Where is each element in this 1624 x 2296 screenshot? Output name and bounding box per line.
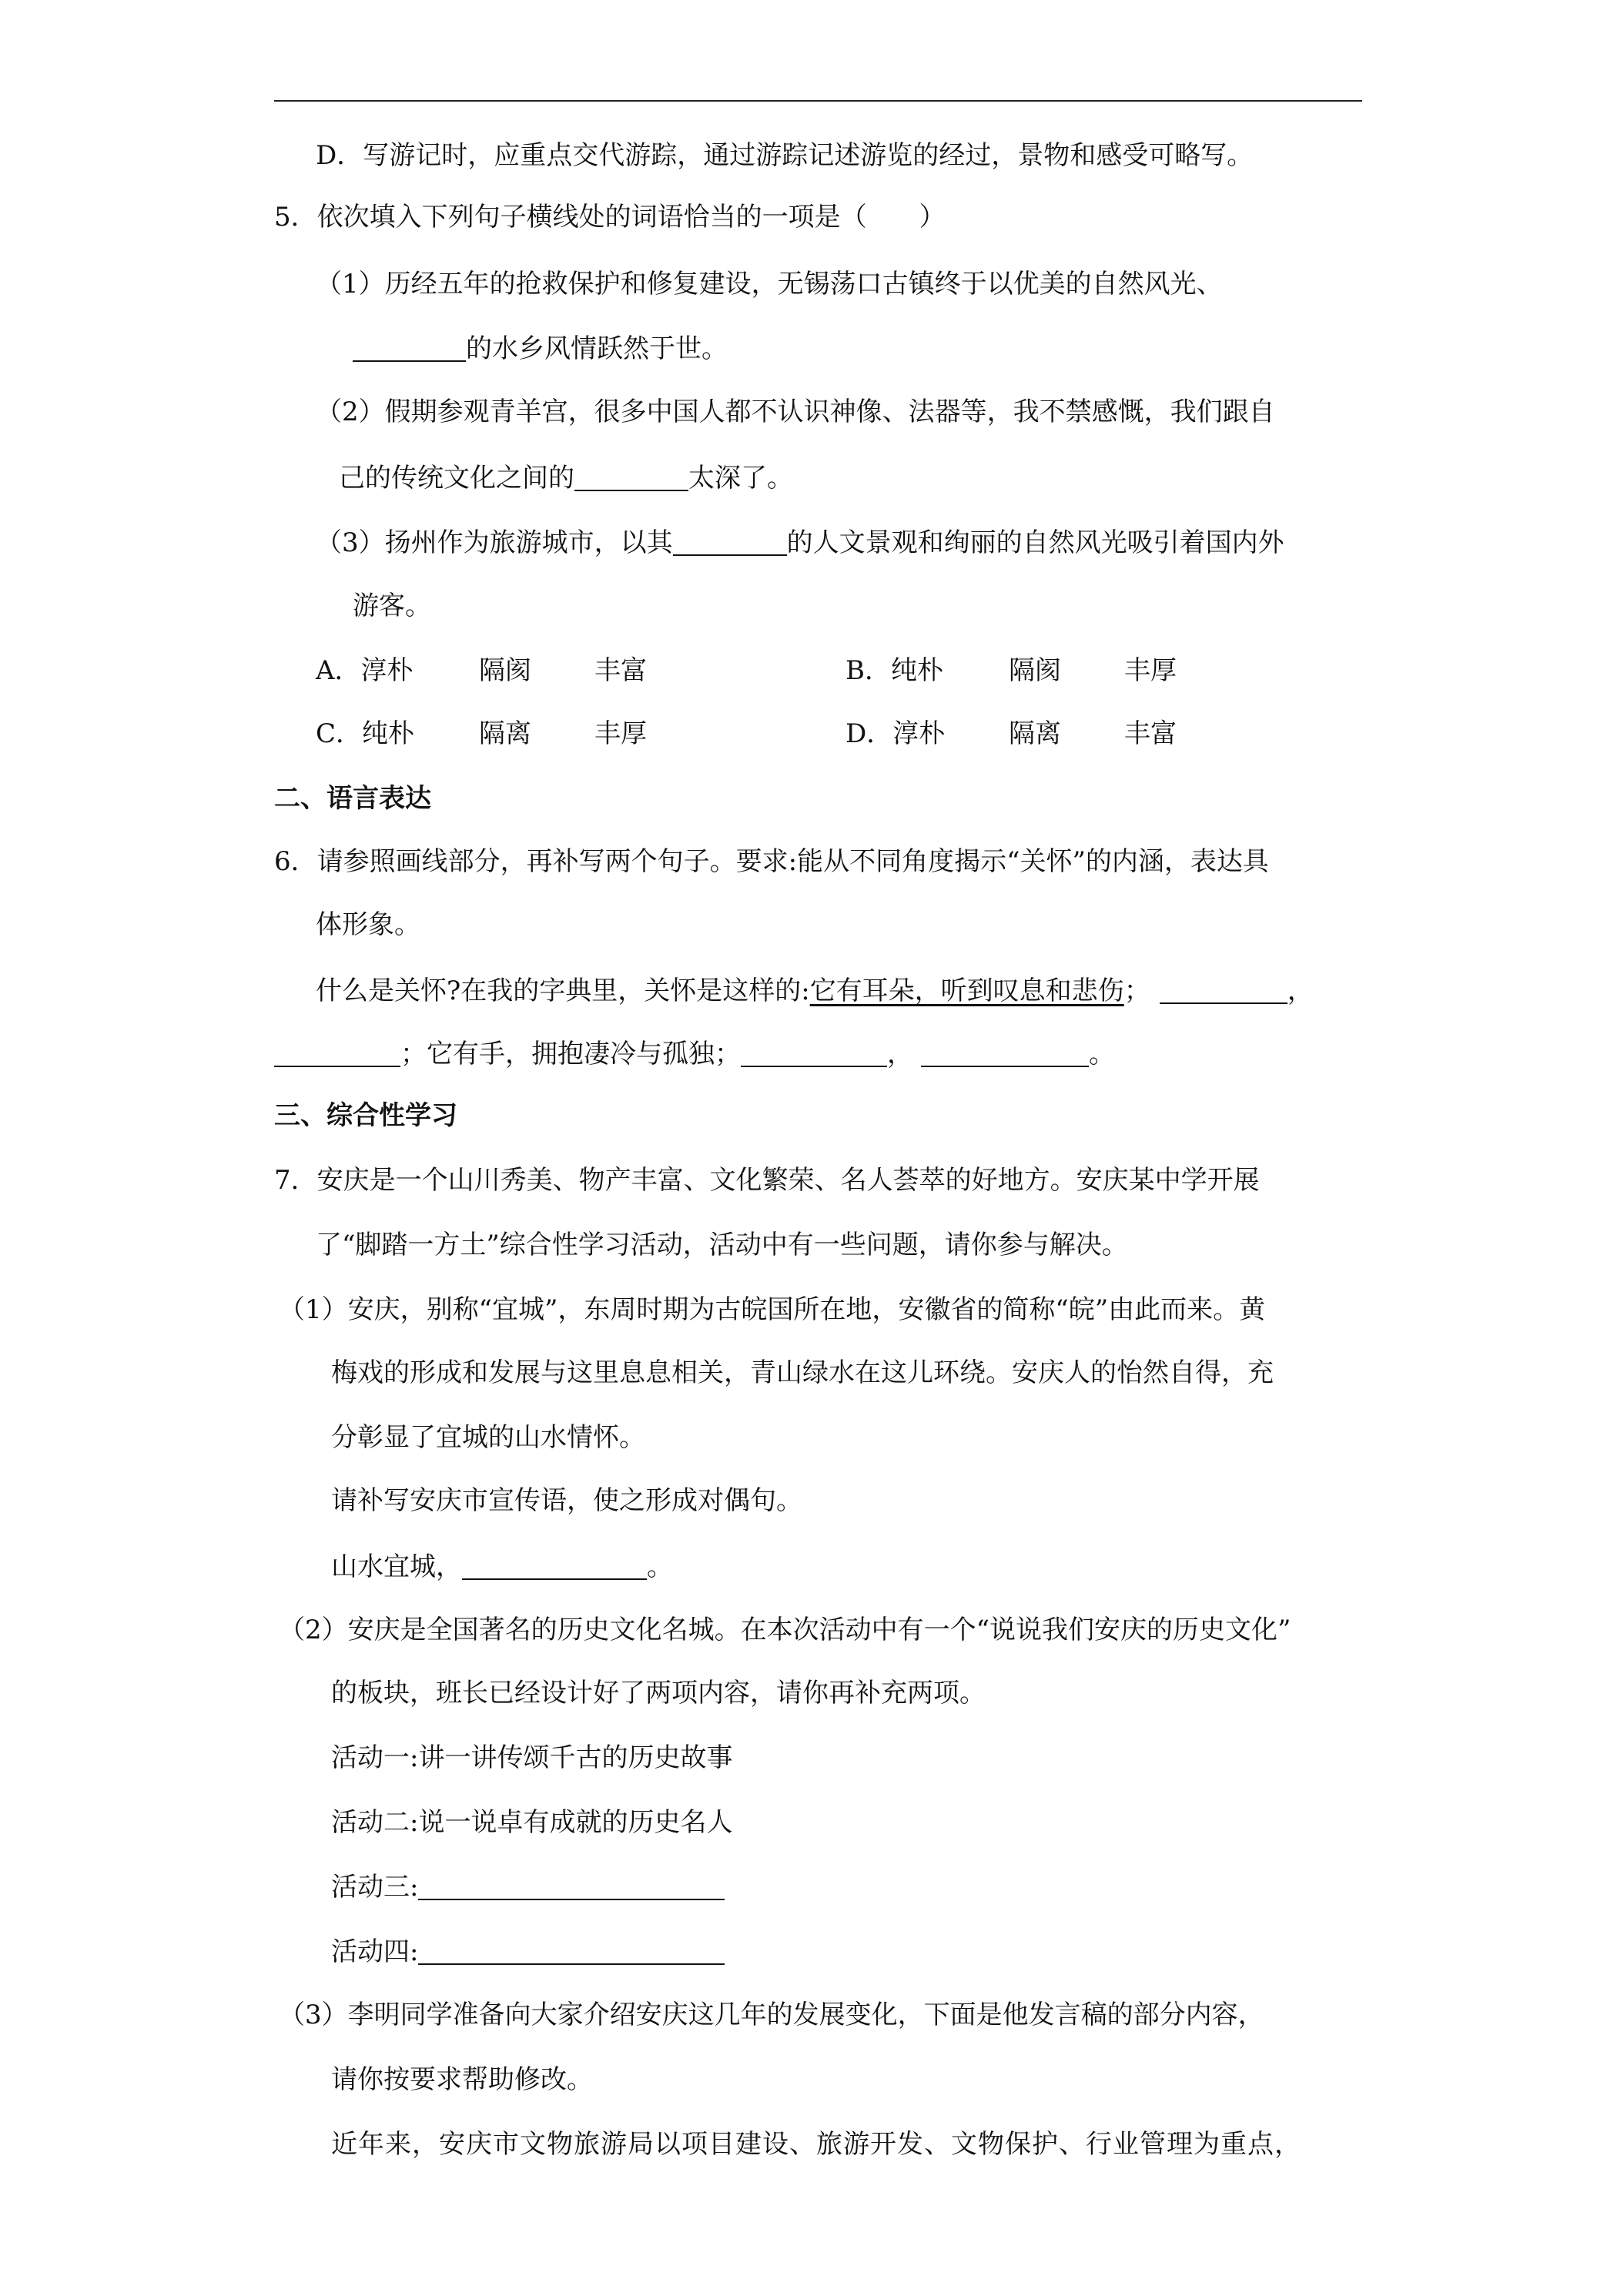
q5-stem: 5．依次填入下列句子横线处的词语恰当的一项是（ ） (274, 202, 946, 233)
q7-part-1-line-3: 分彰显了宜城的山水情怀。 (331, 1422, 645, 1453)
q7-part-1-answer: 山水宜城， 。 (331, 1551, 673, 1582)
q5-option-b[interactable]: B．纯朴 隔阂 丰厚 (845, 655, 1177, 686)
q5-option-c[interactable]: C．纯朴 隔离 丰厚 (316, 718, 647, 749)
section-heading-3: 三、综合性学习 (274, 1100, 457, 1131)
activity-2: 活动二:说一说卓有成就的历史名人 (331, 1807, 733, 1838)
q5-option-a[interactable]: A．淳朴 隔阂 丰富 (316, 655, 647, 686)
q4-option-d: D．写游记时，应重点交代游踪，通过游踪记述游览的经过，景物和感受可略写。 (316, 140, 1254, 171)
underlined-example: 它有耳朵，听到叹息和悲伤 (809, 976, 1124, 1006)
blank-q6-2[interactable] (274, 1039, 400, 1067)
q7-part-3-excerpt: 近年来，安庆市文物旅游局以项目建设、旅游开发、文物保护、行业管理为重点， (331, 2129, 1301, 2160)
blank-1[interactable] (353, 334, 466, 362)
blank-q7-1[interactable] (462, 1552, 647, 1580)
q5-sentence-2-cont: 己的传统文化之间的 太深了。 (339, 463, 793, 494)
activity-1: 活动一:讲一讲传颂千古的历史故事 (331, 1742, 733, 1773)
blank-activity-3[interactable] (418, 1873, 725, 1900)
q7-part-1-line-2: 梅戏的形成和发展与这里息息相关，青山绿水在这儿环绕。安庆人的怡然自得，充 (331, 1357, 1274, 1388)
blank-2[interactable] (574, 464, 688, 491)
q5-option-d[interactable]: D．淳朴 隔离 丰富 (845, 718, 1177, 749)
q7-part-1: （1）安庆，别称“宜城”，东周时期为古皖国所在地，安徽省的简称“皖”由此而来。黄 (279, 1294, 1266, 1325)
activity-3: 活动三: (331, 1873, 725, 1900)
q7-part-2-line-2: 的板块，班长已经设计好了两项内容，请你再补充两项。 (331, 1678, 986, 1709)
q5-sentence-1-cont: 的水乡风情跃然于世。 (353, 334, 728, 362)
q5-sentence-3-cont: 游客。 (353, 591, 431, 621)
q6-example: 什么是关怀?在我的字典里，关怀是这样的:它有耳朵，听到叹息和悲伤； ， (316, 976, 1314, 1006)
q7-part-3-line-2: 请你按要求帮助修改。 (331, 2064, 593, 2095)
q6-stem-cont: 体形象。 (316, 909, 420, 940)
blank-q6-1[interactable] (1160, 976, 1287, 1004)
blank-q6-3[interactable] (741, 1039, 887, 1067)
activity-4: 活动四: (331, 1937, 725, 1965)
blank-3[interactable] (673, 528, 787, 556)
q6-example-cont: ；它有手，拥抱凄冷与孤独； ， 。 (274, 1039, 1115, 1067)
q7-part-3: （3）李明同学准备向大家介绍安庆这几年的发展变化，下面是他发言稿的部分内容， (279, 2000, 1264, 2030)
blank-activity-4[interactable] (418, 1937, 725, 1965)
q5-sentence-1: （1）历经五年的抢救保护和修复建设，无锡荡口古镇终于以优美的自然风光、 (316, 269, 1223, 300)
q7-stem-cont: 了“脚踏一方土”综合性学习活动，活动中有一些问题，请你参与解决。 (316, 1230, 1128, 1260)
section-heading-2: 二、语言表达 (274, 783, 431, 814)
q7-part-1-prompt: 请补写安庆市宣传语，使之形成对偶句。 (331, 1485, 802, 1516)
q5-sentence-2: （2）假期参观青羊宫，很多中国人都不认识神像、法器等，我不禁感慨，我们跟自 (316, 397, 1275, 427)
q6-stem: 6．请参照画线部分，再补写两个句子。要求:能从不同角度揭示“关怀”的内涵，表达具 (274, 846, 1269, 877)
q7-stem: 7．安庆是一个山川秀美、物产丰富、文化繁荣、名人荟萃的好地方。安庆某中学开展 (274, 1165, 1260, 1196)
q7-part-2: （2）安庆是全国著名的历史文化名城。在本次活动中有一个“说说我们安庆的历史文化” (279, 1615, 1291, 1645)
header-rule (274, 100, 1362, 102)
q5-sentence-3: （3）扬州作为旅游城市，以其 的人文景观和绚丽的自然风光吸引着国内外 (316, 527, 1284, 558)
blank-q6-4[interactable] (921, 1039, 1089, 1067)
